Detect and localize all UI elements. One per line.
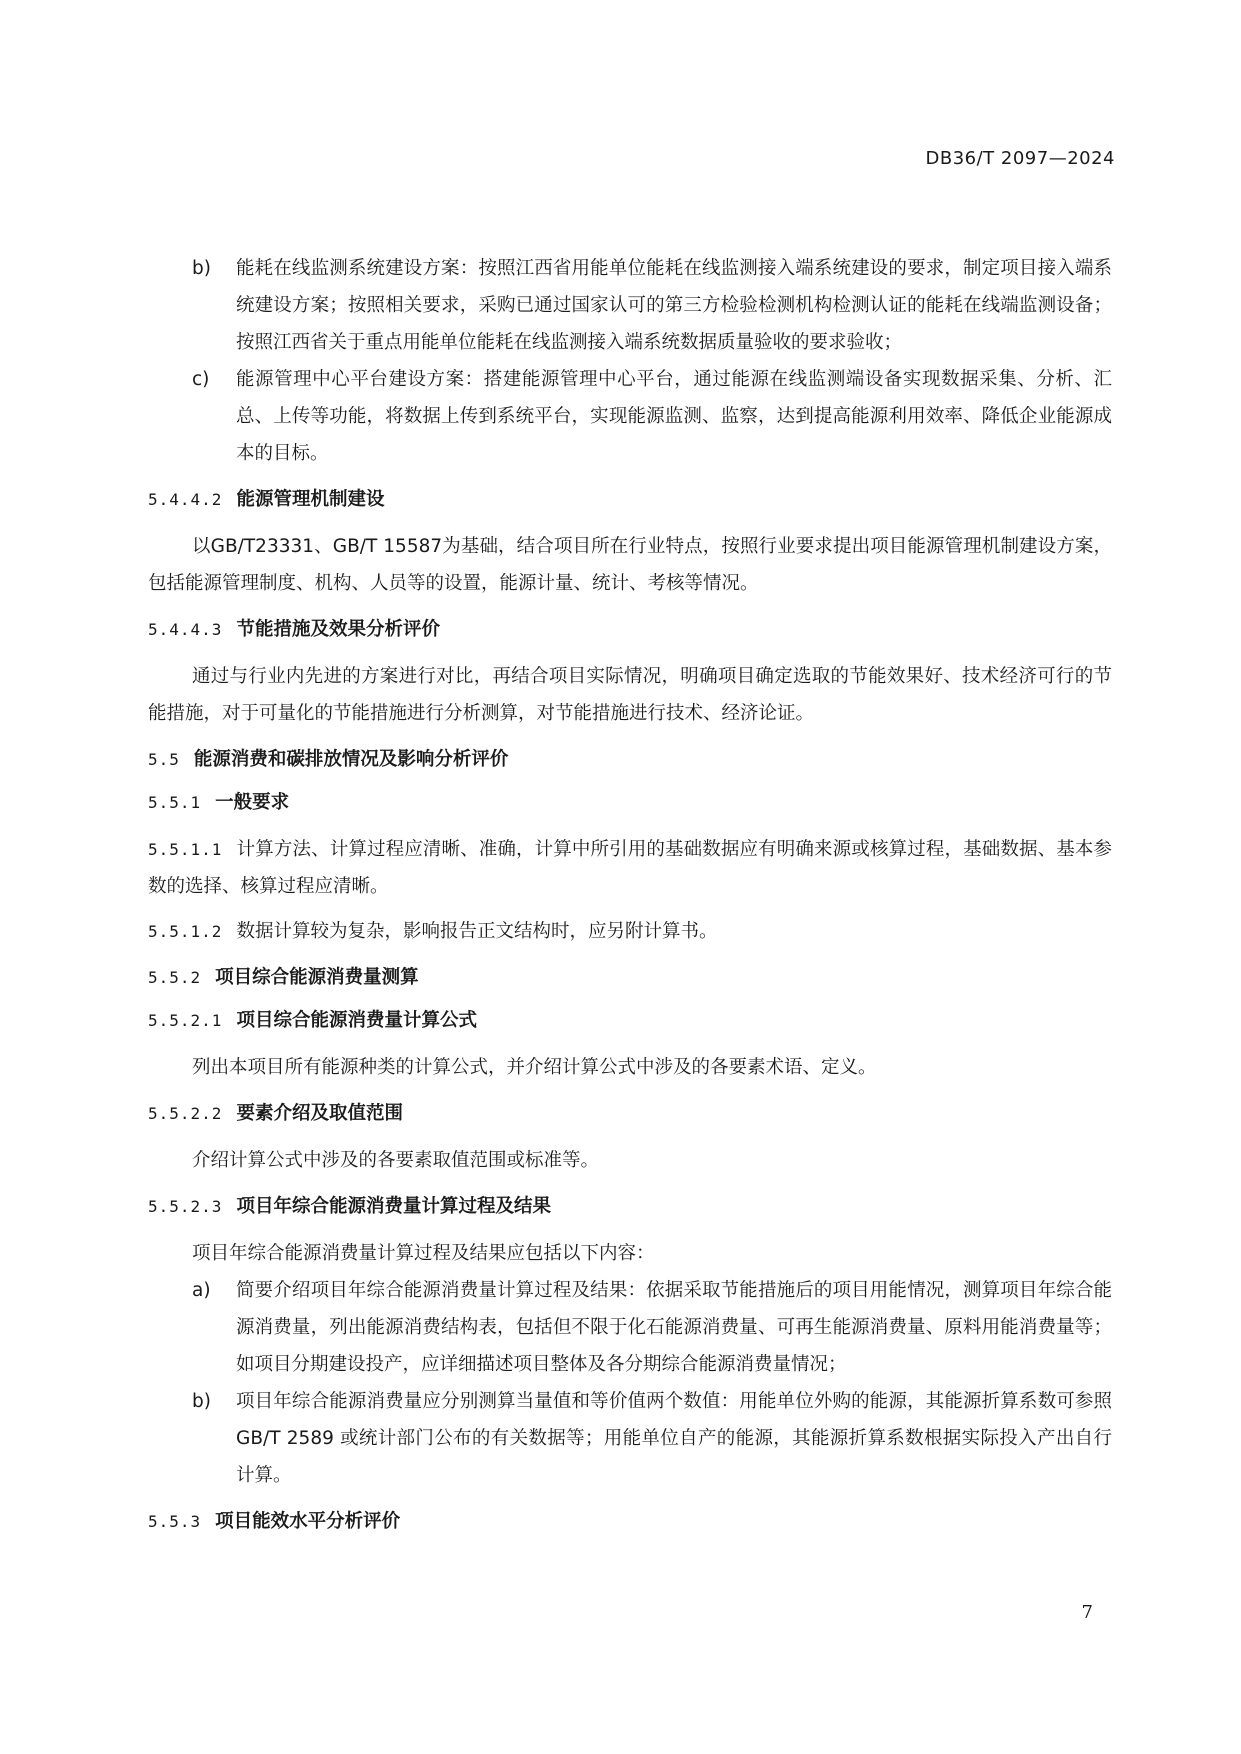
section-title: 项目年综合能源消费量计算过程及结果 xyxy=(236,1196,551,1217)
paragraph: 列出本项目所有能源种类的计算公式，并介绍计算公式中涉及的各要素术语、定义。 xyxy=(192,1057,877,1078)
list-item-text: 项目年综合能源消费量应分别测算当量值和等价值两个数值：用能单位外购的能源，其能源折算系数可参照 GB/T 2589 或统计部门公布的有关数据等；用能单位自产的能源，其能源折算系数根据实际投入产出自行计算。 xyxy=(236,1391,1112,1486)
section-number: 5.4.4.2 xyxy=(148,490,223,509)
paragraph: 通过与行业内先进的方案进行对比，再结合项目实际情况，明确项目确定选取的节能效果好、技术经济可行的节能措施，对于可量化的节能措施进行分析测算，对节能措施进行技术、经济论证。 xyxy=(148,666,1112,724)
list-item-text: 简要介绍项目年综合能源消费量计算过程及结果：依据采取节能措施后的项目用能情况，测算项目年综合能源消费量，列出能源消费结构表，包括但不限于化石能源消费量、可再生能源消费量、原料用能消费量等；如项目分期建设投产，应详细描述项目整体及各分期综合能源消费量情况； xyxy=(236,1280,1112,1375)
section-number: 5.5 xyxy=(148,750,180,769)
section-heading-5-5-3 xyxy=(148,1507,1112,1537)
list-item xyxy=(148,250,1112,361)
section-number: 5.5.3 xyxy=(148,1512,202,1531)
clause-5-5-1-2 xyxy=(148,913,1112,950)
section-title: 节能措施及效果分析评价 xyxy=(236,619,440,640)
section-number: 5.5.2 xyxy=(148,968,202,987)
clause-text: 数据计算较为复杂，影响报告正文结构时，应另附计算书。 xyxy=(236,921,718,942)
section-heading-5-5-1 xyxy=(148,788,1112,818)
section-heading-5-5 xyxy=(148,745,1112,775)
section-title: 项目综合能源消费量测算 xyxy=(215,967,419,988)
list-marker: b) xyxy=(192,258,211,279)
section-heading-5-4-4-3 xyxy=(148,615,1112,645)
list-marker: c) xyxy=(192,369,210,390)
paragraph: 介绍计算公式中涉及的各要素取值范围或标准等。 xyxy=(192,1150,600,1171)
list-item xyxy=(148,1272,1112,1383)
paragraph: 以GB/T23331、GB/T 15587为基础，结合项目所在行业特点，按照行业要求提出项目能源管理机制建设方案，包括能源管理制度、机构、人员等的设置，能源计量、统计、考核等情况。 xyxy=(148,536,1112,594)
section-title: 项目综合能源消费量计算公式 xyxy=(236,1010,477,1031)
clause-text: 计算方法、计算过程应清晰、准确，计算中所引用的基础数据应有明确来源或核算过程，基础数据、基本参数的选择、核算过程应清晰。 xyxy=(148,839,1112,897)
section-number: 5.5.1 xyxy=(148,793,202,812)
clause-5-5-1-1 xyxy=(148,831,1112,905)
section-title: 能源消费和碳排放情况及影响分析评价 xyxy=(193,749,509,770)
document-body xyxy=(148,250,1112,1550)
list-marker: a) xyxy=(192,1280,211,1301)
list-item xyxy=(148,1383,1112,1494)
section-number: 5.5.2.3 xyxy=(148,1197,223,1216)
clause-number: 5.5.1.2 xyxy=(148,922,223,941)
section-heading-5-5-2-1 xyxy=(148,1006,1112,1036)
section-heading-5-5-2-2 xyxy=(148,1099,1112,1129)
paragraph: 项目年综合能源消费量计算过程及结果应包括以下内容： xyxy=(192,1243,655,1264)
list-item xyxy=(148,361,1112,472)
list-item-text: 能源管理中心平台建设方案：搭建能源管理中心平台，通过能源在线监测端设备实现数据采集、分析、汇总、上传等功能，将数据上传到系统平台，实现能源监测、监察，达到提高能源利用效率、降低企业能源成本的目标。 xyxy=(236,369,1112,464)
section-title: 一般要求 xyxy=(215,792,290,813)
section-number: 5.5.2.2 xyxy=(148,1104,223,1123)
section-heading-5-4-4-2 xyxy=(148,485,1112,515)
section-number: 5.4.4.3 xyxy=(148,620,223,639)
clause-number: 5.5.1.1 xyxy=(148,840,223,859)
section-title: 能源管理机制建设 xyxy=(236,489,385,510)
list-marker: b) xyxy=(192,1391,211,1412)
document-code: DB36/T 2097—2024 xyxy=(925,148,1115,169)
section-heading-5-5-2 xyxy=(148,963,1112,993)
list-item-text: 能耗在线监测系统建设方案：按照江西省用能单位能耗在线监测接入端系统建设的要求，制定项目接入端系统建设方案；按照相关要求，采购已通过国家认可的第三方检验检测机构检测认证的能耗在线端监测设备；按照江西省关于重点用能单位能耗在线监测接入端系统数据质量验收的要求验收； xyxy=(236,258,1112,353)
section-title: 要素介绍及取值范围 xyxy=(236,1103,403,1124)
section-title: 项目能效水平分析评价 xyxy=(215,1511,401,1532)
page-number: 7 xyxy=(1081,1602,1093,1623)
section-heading-5-5-2-3 xyxy=(148,1192,1112,1222)
section-number: 5.5.2.1 xyxy=(148,1011,223,1030)
